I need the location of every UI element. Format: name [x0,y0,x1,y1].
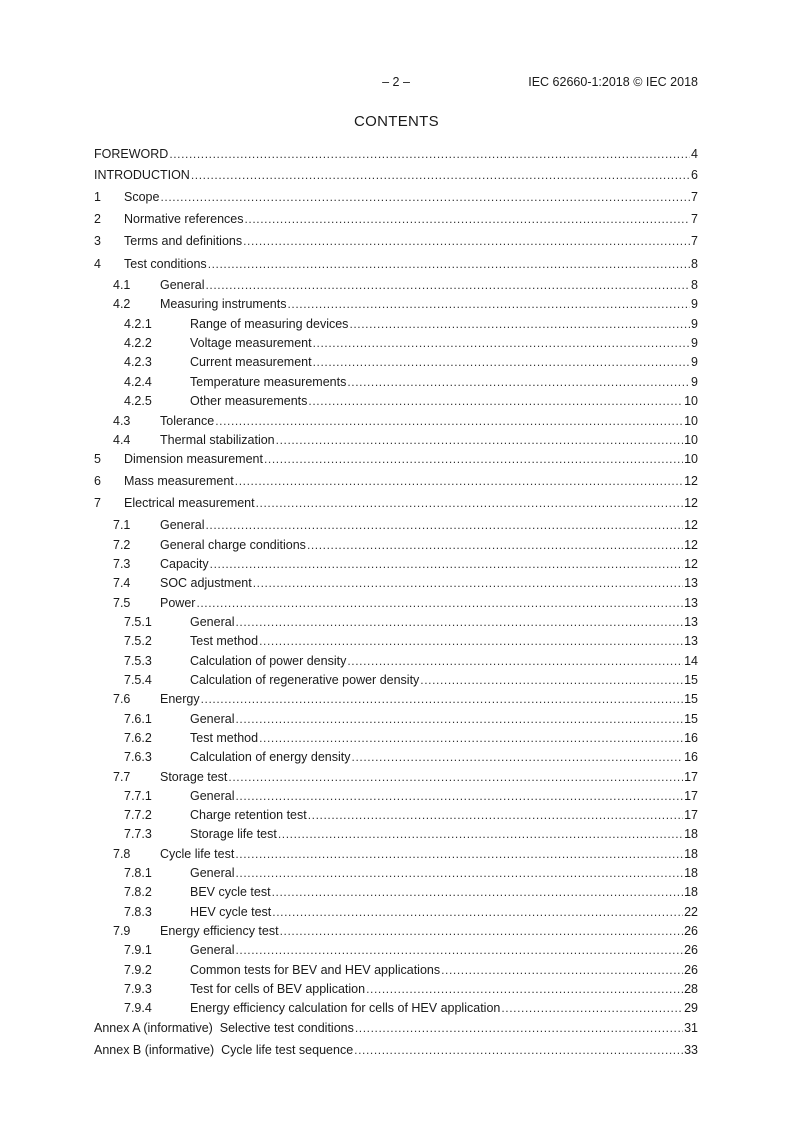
toc-dot-leader [235,942,683,958]
toc-entry[interactable] [94,846,698,862]
toc-entry-page: 7 [691,234,698,248]
toc-dot-leader [201,691,683,707]
toc-entry-page: 12 [684,474,698,488]
toc-dot-leader [308,393,683,409]
toc-dot-leader [349,316,690,332]
toc-entry-number: 7.8.2 [124,885,152,899]
toc-entry-number: 7.7.3 [124,827,152,841]
toc-entry-title: SOC adjustment [160,576,252,590]
toc-entry-number: 7.9.2 [124,963,152,977]
toc-entry-page: 6 [691,168,698,182]
toc-entry[interactable] [94,277,698,293]
toc-entry-page: 18 [684,866,698,880]
toc-dot-leader [259,730,683,746]
toc-entry[interactable] [94,189,698,205]
toc-dot-leader [235,614,683,630]
toc-dot-leader [276,432,683,448]
toc-entry[interactable] [94,146,698,162]
toc-entry-number: 3 [94,234,101,248]
toc-dot-leader [355,1020,683,1036]
toc-entry-number: 1 [94,190,101,204]
toc-entry-page: 13 [684,634,698,648]
toc-entry[interactable] [94,256,698,272]
toc-entry-title: Energy efficiency calculation for cells of HEV application [190,1001,501,1015]
toc-entry-number: 7.9 [113,924,131,938]
toc-entry-page: 10 [684,452,698,466]
toc-entry-page: 9 [691,297,698,311]
toc-entry-number: 7.7.1 [124,789,152,803]
toc-dot-leader [441,962,683,978]
toc-entry-number: 4.3 [113,414,131,428]
toc-dot-leader [253,575,683,591]
toc-entry-number: 7 [94,496,101,510]
toc-entry-title: Dimension measurement [124,452,263,466]
toc-entry-number: 2 [94,212,101,226]
toc-entry[interactable] [94,942,698,958]
toc-entry[interactable] [94,730,698,746]
toc-entry-title: General charge conditions [160,538,306,552]
toc-entry-title: Other measurements [190,394,308,408]
toc-entry-title: Test for cells of BEV application [190,982,366,996]
toc-entry-title: General [190,943,235,957]
toc-dot-leader [243,233,690,249]
toc-dot-leader [191,167,690,183]
toc-entry-title: Electrical measurement [124,496,255,510]
page-title: CONTENTS [354,113,439,130]
toc-entry-title: Scope [124,190,160,204]
toc-dot-leader [272,884,684,900]
toc-entry-page: 13 [684,615,698,629]
toc-entry-title: HEV cycle test [190,905,272,919]
toc-entry[interactable] [94,451,698,467]
toc-dot-leader [169,146,690,162]
toc-entry-title: General [190,712,235,726]
toc-entry-title: Voltage measurement [190,336,312,350]
toc-entry-page: 4 [691,147,698,161]
toc-entry-number: 4.1 [113,278,131,292]
toc-entry-number: 7.5.1 [124,615,152,629]
toc-entry[interactable] [94,962,698,978]
toc-entry-title: General [190,789,235,803]
toc-entry[interactable] [94,691,698,707]
toc-entry-number: 7.8.1 [124,866,152,880]
page-header [94,75,698,93]
toc-dot-leader [264,451,683,467]
toc-entry-title: Thermal stabilization [160,433,275,447]
toc-dot-leader [313,354,690,370]
toc-entry-number: 4 [94,257,101,271]
toc-entry-title: Annex A (informative) Selective test conditions [94,1021,354,1035]
toc-entry[interactable] [94,413,698,429]
toc-entry[interactable] [94,354,698,370]
toc-entry-page: 26 [684,924,698,938]
toc-entry-title: Calculation of energy density [190,750,351,764]
toc-entry-page: 9 [691,317,698,331]
toc-entry-page: 16 [684,731,698,745]
toc-entry-number: 7.7.2 [124,808,152,822]
toc-dot-leader [307,537,683,553]
toc-entry-page: 15 [684,712,698,726]
toc-dot-leader [280,923,684,939]
toc-dot-leader [347,653,683,669]
toc-entry-title: Terms and definitions [124,234,243,248]
toc-entry-page: 17 [684,808,698,822]
toc-entry-page: 12 [684,518,698,532]
toc-dot-leader [259,633,683,649]
toc-entry-page: 12 [684,557,698,571]
toc-entry-page: 15 [684,673,698,687]
toc-dot-leader [235,711,683,727]
toc-entry-page: 22 [684,905,698,919]
toc-entry[interactable] [94,296,698,312]
toc-entry-number: 6 [94,474,101,488]
toc-entry-number: 7.6 [113,692,131,706]
toc-entry-title: INTRODUCTION [94,168,190,182]
toc-entry-title: Test method [190,634,259,648]
toc-entry-page: 29 [684,1001,698,1015]
toc-entry[interactable] [94,595,698,611]
toc-entry-page: 8 [691,257,698,271]
toc-entry[interactable] [94,167,698,183]
toc-entry-number: 7.6.2 [124,731,152,745]
toc-entry-page: 13 [684,596,698,610]
toc-entry[interactable] [94,672,698,688]
toc-entry-page: 7 [691,212,698,226]
toc-entry-title: Energy efficiency test [160,924,279,938]
toc-entry-number: 4.2.4 [124,375,152,389]
toc-dot-leader [205,517,683,533]
toc-entry[interactable] [94,807,698,823]
toc-entry-number: 7.6.1 [124,712,152,726]
toc-entry-title: Annex B (informative) Cycle life test sequence [94,1043,354,1057]
toc-dot-leader [278,826,683,842]
toc-entry-number: 7.2 [113,538,131,552]
toc-entry-title: Storage test [160,770,228,784]
toc-entry-page: 7 [691,190,698,204]
toc-entry-number: 7.9.3 [124,982,152,996]
toc-entry-title: FOREWORD [94,147,169,161]
toc-entry[interactable] [94,769,698,785]
toc-dot-leader [196,595,683,611]
toc-dot-leader [215,413,683,429]
toc-dot-leader [245,211,691,227]
toc-entry-page: 9 [691,375,698,389]
toc-entry-page: 17 [684,789,698,803]
toc-entry-title: Measuring instruments [160,297,287,311]
toc-entry[interactable] [94,653,698,669]
toc-dot-leader [210,556,683,572]
toc-entry-page: 31 [684,1021,698,1035]
toc-entry-title: Test method [190,731,259,745]
toc-entry[interactable] [94,633,698,649]
toc-dot-leader [354,1042,683,1058]
toc-entry-title: Calculation of regenerative power density [190,673,420,687]
toc-entry[interactable] [94,826,698,842]
toc-dot-leader [420,672,683,688]
toc-entry-page: 8 [691,278,698,292]
toc-entry-page: 10 [684,394,698,408]
toc-entry-page: 10 [684,433,698,447]
toc-entry-number: 4.4 [113,433,131,447]
toc-entry[interactable] [94,865,698,881]
toc-entry-number: 7.5.3 [124,654,152,668]
toc-entry-page: 18 [684,847,698,861]
toc-entry[interactable] [94,393,698,409]
standard-reference: IEC 62660-1:2018 © IEC 2018 [528,75,698,89]
toc-entry-page: 9 [691,336,698,350]
toc-dot-leader [352,749,684,765]
toc-entry-number: 4.2.1 [124,317,152,331]
toc-entry[interactable] [94,1020,698,1036]
toc-entry-number: 4.2.3 [124,355,152,369]
toc-entry-number: 7.1 [113,518,131,532]
toc-entry-title: Cycle life test [160,847,235,861]
toc-entry-page: 9 [691,355,698,369]
toc-entry-title: Normative references [124,212,244,226]
toc-dot-leader [313,335,690,351]
toc-entry-number: 4.2.5 [124,394,152,408]
toc-entry-title: Tolerance [160,414,215,428]
toc-entry-number: 4.2 [113,297,131,311]
toc-entry-title: Energy [160,692,200,706]
toc-entry-title: Test conditions [124,257,207,271]
toc-entry-page: 26 [684,963,698,977]
toc-entry-title: General [160,278,205,292]
toc-entry-number: 7.4 [113,576,131,590]
toc-entry[interactable] [94,788,698,804]
toc-entry-title: Power [160,596,196,610]
toc-dot-leader [235,846,683,862]
toc-entry[interactable] [94,316,698,332]
toc-entry-title: General [190,866,235,880]
toc-dot-leader [235,473,683,489]
toc-dot-leader [235,865,683,881]
toc-entry-page: 15 [684,692,698,706]
toc-entry[interactable] [94,517,698,533]
toc-entry-title: General [190,615,235,629]
toc-entry-title: Capacity [160,557,209,571]
toc-entry-number: 7.8.3 [124,905,152,919]
toc-entry[interactable] [94,1042,698,1058]
toc-entry[interactable] [94,904,698,920]
toc-dot-leader [228,769,683,785]
toc-dot-leader [160,189,690,205]
toc-entry-number: 7.9.4 [124,1001,152,1015]
toc-entry[interactable] [94,473,698,489]
toc-entry-number: 7.8 [113,847,131,861]
toc-entry[interactable] [94,749,698,765]
toc-entry-page: 18 [684,827,698,841]
toc-entry-number: 7.5 [113,596,131,610]
toc-entry[interactable] [94,1000,698,1016]
toc-entry-title: BEV cycle test [190,885,271,899]
toc-entry-page: 12 [684,538,698,552]
toc-entry[interactable] [94,374,698,390]
toc-entry-title: Common tests for BEV and HEV applications [190,963,441,977]
toc-entry[interactable] [94,495,698,511]
toc-dot-leader [235,788,683,804]
page-number: – 2 – [382,75,410,89]
toc-dot-leader [208,256,690,272]
toc-entry-title: Mass measurement [124,474,234,488]
toc-entry-number: 4.2.2 [124,336,152,350]
toc-entry[interactable] [94,233,698,249]
toc-entry-page: 18 [684,885,698,899]
toc-entry-number: 7.5.2 [124,634,152,648]
toc-entry-page: 14 [684,654,698,668]
toc-entry[interactable] [94,981,698,997]
toc-entry[interactable] [94,711,698,727]
toc-entry[interactable] [94,211,698,227]
toc-entry[interactable] [94,923,698,939]
toc-entry-title: Storage life test [190,827,277,841]
toc-dot-leader [308,807,683,823]
toc-entry-number: 7.5.4 [124,673,152,687]
toc-entry-number: 7.6.3 [124,750,152,764]
toc-entry[interactable] [94,575,698,591]
toc-entry-title: General [160,518,205,532]
toc-entry-page: 28 [684,982,698,996]
toc-entry[interactable] [94,432,698,448]
toc-entry[interactable] [94,537,698,553]
toc-entry-number: 5 [94,452,101,466]
toc-entry-page: 13 [684,576,698,590]
toc-entry[interactable] [94,335,698,351]
toc-entry-page: 33 [684,1043,698,1057]
toc-dot-leader [347,374,690,390]
toc-entry-title: Range of measuring devices [190,317,349,331]
toc-dot-leader [366,981,683,997]
toc-dot-leader [287,296,690,312]
toc-entry-title: Calculation of power density [190,654,347,668]
toc-entry-number: 7.3 [113,557,131,571]
toc-dot-leader [205,277,690,293]
toc-entry-title: Temperature measurements [190,375,347,389]
toc-dot-leader [272,904,683,920]
toc-entry-page: 16 [684,750,698,764]
toc-entry[interactable] [94,884,698,900]
toc-dot-leader [256,495,683,511]
toc-entry-page: 17 [684,770,698,784]
toc-entry-number: 7.7 [113,770,131,784]
toc-entry-number: 7.9.1 [124,943,152,957]
toc-entry-title: Current measurement [190,355,312,369]
toc-entry[interactable] [94,556,698,572]
toc-entry-page: 10 [684,414,698,428]
toc-dot-leader [501,1000,683,1016]
toc-entry-title: Charge retention test [190,808,307,822]
toc-entry-page: 12 [684,496,698,510]
toc-entry-page: 26 [684,943,698,957]
toc-entry[interactable] [94,614,698,630]
